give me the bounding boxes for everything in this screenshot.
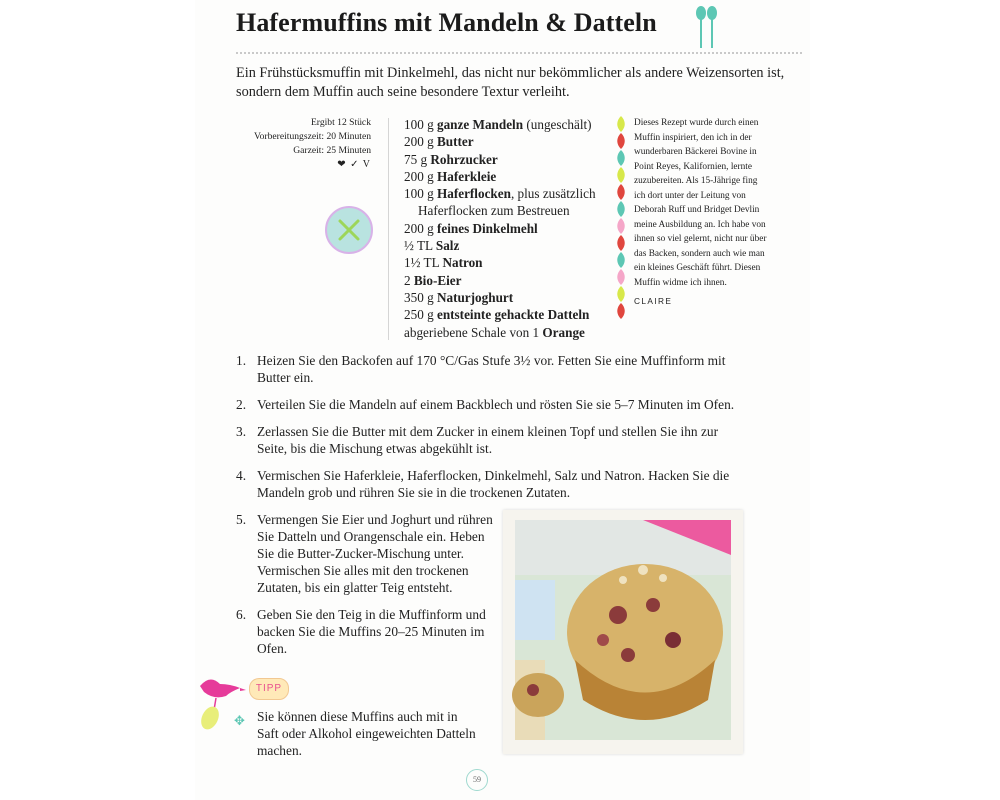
ingredient-item: 2 Bio-Eier <box>404 272 462 288</box>
ingredient-item: 250 g entsteinte gehackte Datteln <box>404 307 590 323</box>
step-item: 4. Vermischen Sie Haferkleie, Haferflocken, Dinkelmehl, Salz und Natron. Hacken Sie die Mandeln grob und rühren Sie sie in die trockenen Zutaten. <box>236 468 730 500</box>
step-item: 5. Vermengen Sie Eier und Joghurt und rühren Sie Datteln und Orangenschale ein. Heben Sie die Butter-Zucker-Mischung unter. Vermischen Sie alles mit den trockenen Zutaten, bis ein glatter Teig entsteht. <box>236 512 493 595</box>
step-item: 2. Verteilen Sie die Mandeln auf einem Backblech und rösten Sie sie 5–7 Minuten im Ofen. <box>236 397 735 412</box>
spoons-icon <box>693 4 719 50</box>
tip-badge: TIPP <box>249 678 289 700</box>
side-note-text: Dieses Rezept wurde durch einen Muffin inspiriert, den ich in der wunderbaren Bäckerei Bovine in Point Reyes, Kalifornien, lernte zuzubereiten. Als 15-Jährige fing ich dort unter der Leitung von Deborah Ruff und Bridget Devlin meine Ausbildung an. Ich habe von ihnen so viel gelernt, nicht nur über das Backen, sondern auch wie man ein kleines Geschäft führt. Diesen Muffin widme ich ihnen. <box>634 118 767 288</box>
ingredient-item: 75 g Rohrzucker <box>404 151 498 167</box>
recipe-title: Hafermuffins mit Mandeln & Datteln <box>236 8 657 37</box>
leaf-garland-icon <box>614 116 628 328</box>
ingredient-item: 350 g Naturjoghurt <box>404 289 514 305</box>
muffin-photo <box>503 510 743 754</box>
step-item: 1. Heizen Sie den Backofen auf 170 °C/Gas Stufe 3½ vor. Fetten Sie eine Muffinform mit Butter ein. <box>236 353 726 385</box>
intro-text: Ein Frühstücksmuffin mit Dinkelmehl, das nicht nur bekömmlicher als andere Weizensorten ist, sondern dem Muffin auch seine besondere Textur verleiht. <box>236 65 785 100</box>
ingredient-item: 200 g Butter <box>404 134 474 150</box>
side-note <box>634 116 769 309</box>
diet-marks: ❤ ✓ V <box>337 159 371 170</box>
ingredient-item: 100 g Haferflocken, plus zusätzlich Haferflocken zum Bestreuen <box>404 186 596 219</box>
ingredient-item: 1½ TL Natron <box>404 255 483 271</box>
ingredient-item: 200 g feines Dinkelmehl <box>404 220 538 236</box>
cook-time: Garzeit: 25 Minuten <box>293 145 371 156</box>
side-note-signature: CLAIRE <box>634 296 673 306</box>
tip-text: Sie können diese Muffins auch mit in Saft oder Alkohol eingeweichten Datteln machen. <box>257 709 476 758</box>
ingredients-divider <box>388 118 389 340</box>
ingredient-item: abgeriebene Schale von 1 Orange <box>404 324 585 340</box>
step-item: 6. Geben Sie den Teig in die Muffinform und backen Sie die Muffins 20–25 Minuten im Ofen. <box>236 607 486 656</box>
prep-time: Vorbereitungszeit: 20 Minuten <box>253 131 371 142</box>
tip-bullet-icon: ✥ <box>234 713 245 728</box>
yield-text: Ergibt 12 Stück <box>310 117 371 128</box>
recipe-meta <box>236 116 371 172</box>
ingredient-item: 200 g Haferkleie <box>404 168 497 184</box>
ingredients-list <box>404 116 614 341</box>
utensils-icon <box>325 206 373 254</box>
ingredient-item: ½ TL Salz <box>404 238 460 254</box>
title-divider <box>236 52 802 54</box>
step-item: 3. Zerlassen Sie die Butter mit dem Zucker in einem kleinen Topf und stellen Sie ihn zur Seite, bis die Mischung etwas abgekühlt ist. <box>236 424 719 456</box>
ingredient-item: 100 g ganze Mandeln (ungeschält) <box>404 117 592 132</box>
page-number: 59 <box>466 769 488 791</box>
